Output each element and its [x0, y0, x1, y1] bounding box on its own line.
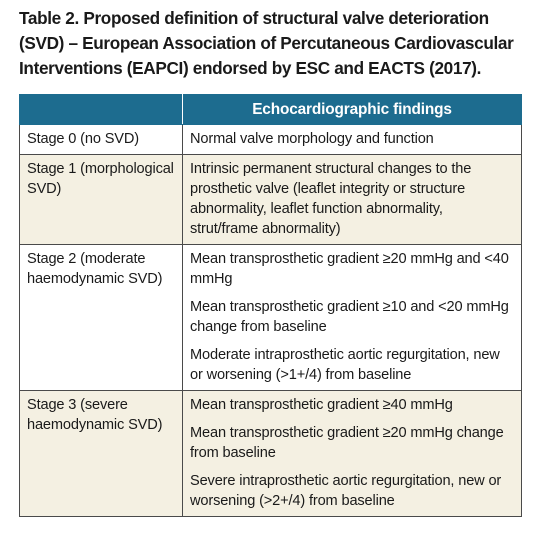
finding-text: Mean transprosthetic gradient ≥10 and <20 mmHg change from baseline	[190, 299, 509, 335]
findings-cell	[183, 245, 522, 391]
stage-cell: Stage 1 (morphological SVD)	[20, 155, 183, 245]
stage-cell: Stage 0 (no SVD)	[20, 125, 183, 155]
stage-cell: Stage 3 (severe haemodynamic SVD)	[20, 391, 183, 517]
table-row	[20, 125, 522, 155]
table-row	[20, 245, 522, 391]
table-body	[20, 125, 522, 517]
finding-text: Normal valve morphology and function	[190, 131, 434, 147]
finding-text: Mean transprosthetic gradient ≥20 mmHg change from baseline	[190, 425, 504, 461]
table-caption: Table 2. Proposed definition of structural valve deterioration (SVD) – European Association of Percutaneous Cardiovascular Interventions (EAPCI) endorsed by ESC and EACTS (2017).	[19, 8, 514, 78]
finding-text: Mean transprosthetic gradient ≥20 mmHg and <40 mmHg	[190, 251, 509, 287]
header-stage-column	[20, 95, 183, 125]
table-header	[20, 95, 522, 125]
finding-text: Mean transprosthetic gradient ≥40 mmHg	[190, 397, 453, 413]
table-row	[20, 391, 522, 517]
findings-cell	[183, 125, 522, 155]
svd-definition-table	[19, 94, 522, 517]
header-row	[20, 95, 522, 125]
finding-text: Severe intraprosthetic aortic regurgitation, new or worsening (>2+/4) from baseline	[190, 473, 502, 509]
finding-text: Intrinsic permanent structural changes to the prosthetic valve (leaflet integrity or structure abnormality, leaflet function abnormality, strut/frame abnormality)	[190, 161, 472, 237]
findings-cell	[183, 391, 522, 517]
stage-cell: Stage 2 (moderate haemodynamic SVD)	[20, 245, 183, 391]
header-findings-column: Echocardiographic findings	[183, 95, 522, 125]
table-row	[20, 155, 522, 245]
findings-cell	[183, 155, 522, 245]
finding-text: Moderate intraprosthetic aortic regurgitation, new or worsening (>1+/4) from baseline	[190, 347, 500, 383]
